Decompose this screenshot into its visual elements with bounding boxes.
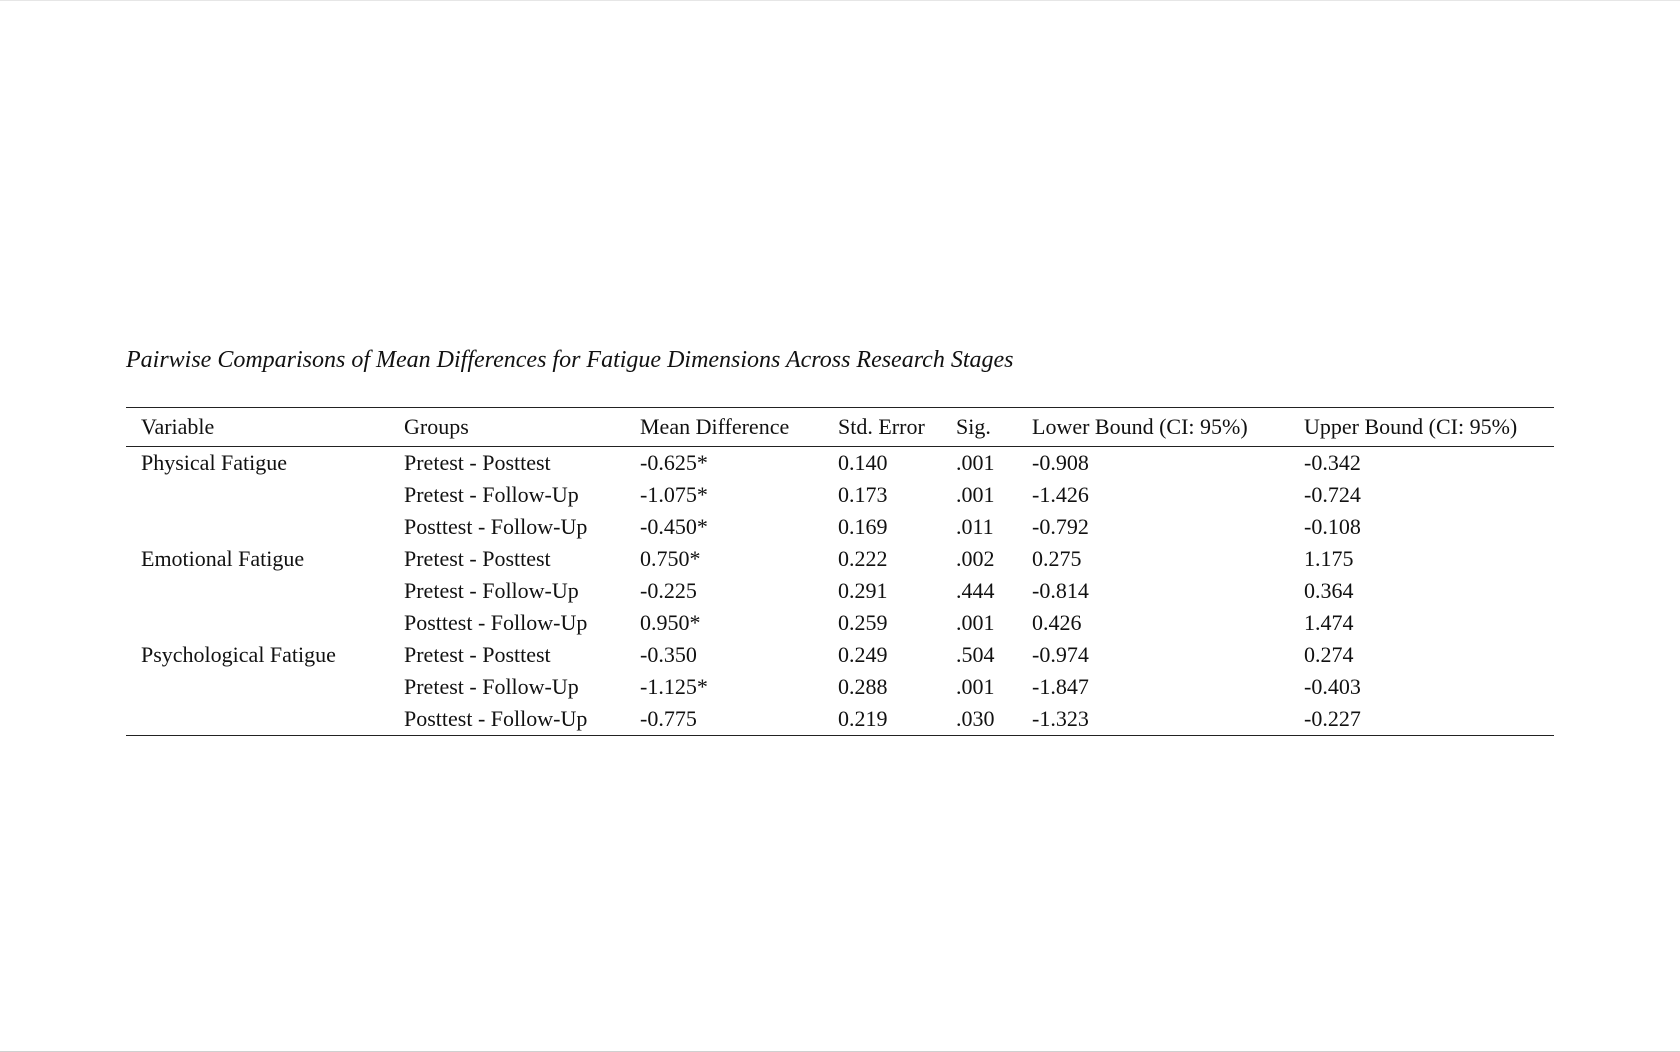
cell-lower-bound: -0.814 — [1032, 578, 1089, 603]
cell-variable — [126, 575, 389, 607]
table-row — [126, 607, 1554, 639]
cell-variable — [126, 511, 389, 543]
cell-groups: Pretest - Posttest — [404, 546, 551, 571]
table-row — [126, 575, 1554, 607]
cell-groups: Pretest - Follow-Up — [404, 578, 579, 603]
cell-std-error: 0.259 — [838, 610, 888, 635]
cell-mean-difference: 0.750* — [640, 546, 701, 571]
cell-variable: Emotional Fatigue — [141, 546, 305, 571]
cell-mean-difference: -1.125* — [640, 674, 708, 699]
table-row — [126, 703, 1554, 736]
cell-mean-difference: -0.775 — [640, 706, 697, 731]
table-header — [126, 408, 1554, 447]
cell-lower-bound: 0.426 — [1032, 610, 1082, 635]
header-std-error: Std. Error — [838, 414, 925, 439]
cell-groups: Pretest - Follow-Up — [404, 674, 579, 699]
cell-std-error: 0.222 — [838, 546, 888, 571]
cell-sig: .001 — [956, 610, 995, 635]
cell-lower-bound: -0.792 — [1032, 514, 1089, 539]
cell-std-error: 0.288 — [838, 674, 888, 699]
header-lower-bound: Lower Bound (CI: 95%) — [1032, 414, 1248, 439]
table-row — [126, 511, 1554, 543]
cell-variable — [126, 671, 389, 703]
cell-std-error: 0.173 — [838, 482, 888, 507]
cell-variable: Psychological Fatigue — [141, 642, 336, 667]
header-mean-difference: Mean Difference — [640, 414, 790, 439]
cell-std-error: 0.291 — [838, 578, 888, 603]
table-body — [126, 447, 1554, 736]
cell-sig: .444 — [956, 578, 995, 603]
cell-variable — [126, 607, 389, 639]
cell-lower-bound: -0.974 — [1032, 642, 1089, 667]
cell-lower-bound: -1.847 — [1032, 674, 1089, 699]
cell-sig: .001 — [956, 674, 995, 699]
header-variable: Variable — [141, 414, 215, 439]
cell-mean-difference: -1.075* — [640, 482, 708, 507]
cell-upper-bound: -0.403 — [1304, 674, 1361, 699]
cell-mean-difference: -0.625* — [640, 450, 708, 475]
cell-mean-difference: -0.350 — [640, 642, 697, 667]
cell-upper-bound: -0.227 — [1304, 706, 1361, 731]
cell-sig: .030 — [956, 706, 995, 731]
cell-variable: Physical Fatigue — [141, 450, 288, 475]
cell-upper-bound: 1.474 — [1304, 610, 1354, 635]
cell-lower-bound: -1.426 — [1032, 482, 1089, 507]
cell-std-error: 0.140 — [838, 450, 888, 475]
pairwise-comparisons-table — [126, 407, 1554, 736]
cell-std-error: 0.249 — [838, 642, 888, 667]
cell-variable — [126, 703, 389, 736]
cell-groups: Posttest - Follow-Up — [404, 514, 588, 539]
header-upper-bound: Upper Bound (CI: 95%) — [1304, 414, 1518, 439]
cell-sig: .002 — [956, 546, 995, 571]
cell-groups: Pretest - Follow-Up — [404, 482, 579, 507]
cell-upper-bound: 0.274 — [1304, 642, 1354, 667]
cell-mean-difference: -0.450* — [640, 514, 708, 539]
table-row — [126, 671, 1554, 703]
cell-groups: Pretest - Posttest — [404, 450, 551, 475]
cell-upper-bound: 1.175 — [1304, 546, 1354, 571]
table-row — [126, 639, 1554, 671]
cell-sig: .001 — [956, 482, 995, 507]
cell-sig: .001 — [956, 450, 995, 475]
cell-lower-bound: 0.275 — [1032, 546, 1082, 571]
cell-lower-bound: -1.323 — [1032, 706, 1089, 731]
cell-sig: .504 — [956, 642, 995, 667]
table-caption: Pairwise Comparisons of Mean Differences for Fatigue Dimensions Across Research Stages — [126, 347, 1014, 373]
cell-groups: Posttest - Follow-Up — [404, 610, 588, 635]
cell-mean-difference: 0.950* — [640, 610, 701, 635]
cell-upper-bound: -0.108 — [1304, 514, 1361, 539]
cell-upper-bound: -0.342 — [1304, 450, 1361, 475]
cell-variable — [126, 479, 389, 511]
table-row — [126, 479, 1554, 511]
table-row — [126, 447, 1554, 480]
cell-std-error: 0.219 — [838, 706, 888, 731]
cell-lower-bound: -0.908 — [1032, 450, 1089, 475]
header-sig: Sig. — [956, 414, 991, 439]
cell-upper-bound: 0.364 — [1304, 578, 1354, 603]
cell-upper-bound: -0.724 — [1304, 482, 1361, 507]
cell-std-error: 0.169 — [838, 514, 888, 539]
cell-sig: .011 — [956, 514, 994, 539]
table-row — [126, 543, 1554, 575]
cell-groups: Posttest - Follow-Up — [404, 706, 588, 731]
header-row — [126, 408, 1554, 447]
cell-groups: Pretest - Posttest — [404, 642, 551, 667]
cell-mean-difference: -0.225 — [640, 578, 697, 603]
header-groups: Groups — [404, 414, 469, 439]
